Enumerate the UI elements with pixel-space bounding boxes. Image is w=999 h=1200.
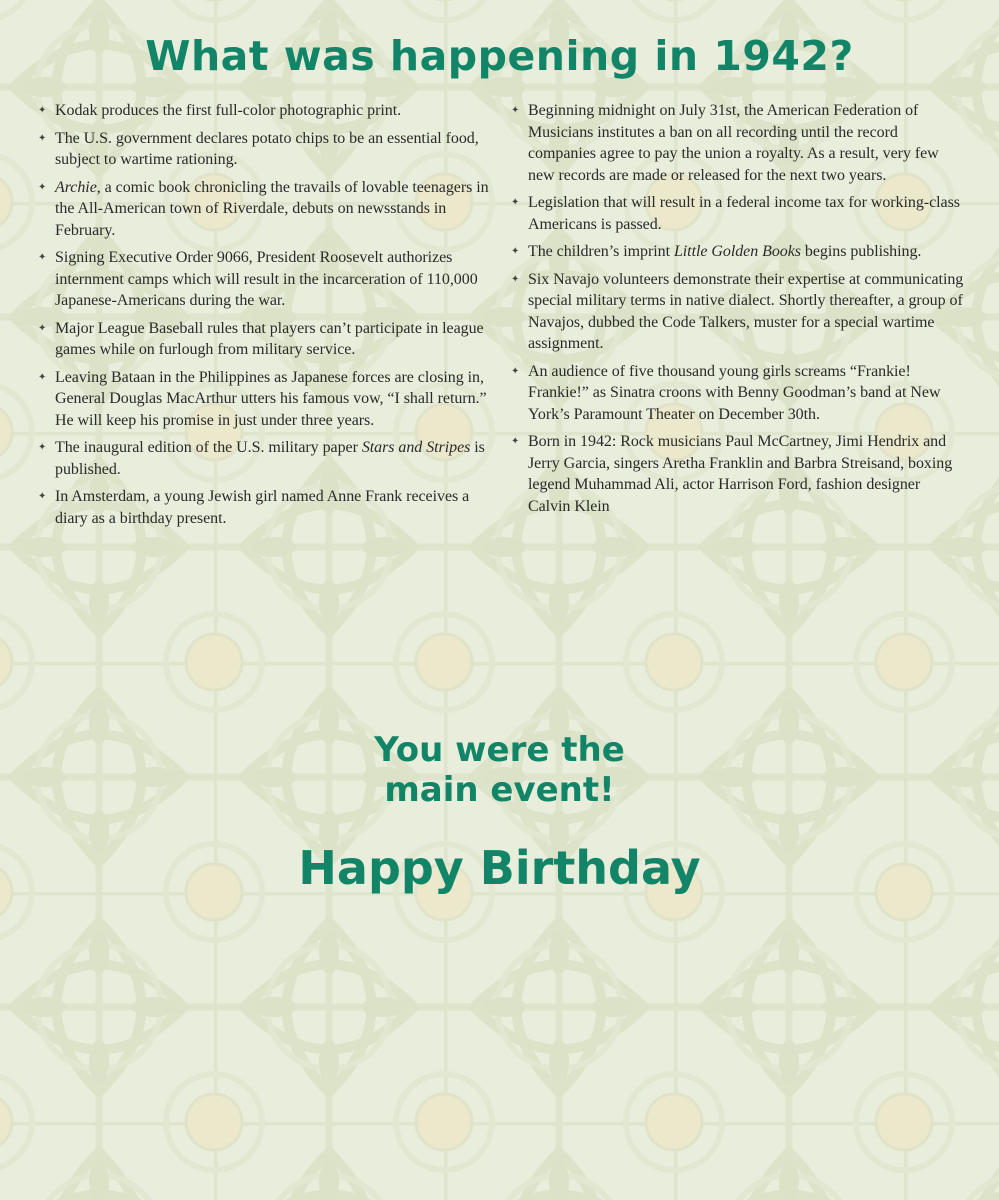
bullet-icon: ✦ <box>38 371 47 383</box>
bullet-icon: ✦ <box>38 132 47 144</box>
bullet-icon: ✦ <box>38 105 47 116</box>
fact-item <box>38 318 490 361</box>
fact-item <box>38 437 490 480</box>
fact-text: The inaugural edition of the U.S. military paper <box>55 439 362 456</box>
bullet-icon: ✦ <box>511 273 520 285</box>
fact-text: Signing Executive Order 9066, President Roosevelt authorizes internment camps which will result in the incarceration of 110,000 Japanese-Americans during the war. <box>55 249 478 309</box>
bullet-icon: ✦ <box>511 105 520 116</box>
fact-text: begins publishing. <box>800 243 922 260</box>
fact-text: Legislation that will result in a federal income tax for working-class Americans is passed. <box>528 194 960 233</box>
fact-text: Beginning midnight on July 31st, the American Federation of Musicians institutes a ban on all recording until the record companies agree to pay the union a royalty. As a result, very few new records are made or released for the next two years. <box>528 102 939 184</box>
tagline <box>0 730 999 810</box>
fact-text: Kodak produces the first full-color photographic print. <box>55 102 402 119</box>
fact-text: is published. <box>55 439 485 478</box>
fact-item <box>511 269 966 355</box>
fact-text: The U.S. government declares potato chips to be an essential food, subject to wartime rationing. <box>55 129 479 168</box>
facts-right-column <box>511 100 966 523</box>
bullet-icon: ✦ <box>511 436 520 447</box>
bullet-icon: ✦ <box>511 197 520 208</box>
fact-text: , a comic book chronicling the travails of lovable teenagers in the All-American town of Riverdale, debuts on newsstands in February. <box>55 178 489 239</box>
fact-item <box>38 247 490 312</box>
fact-text: Born in 1942: Rock musicians Paul McCartney, Jimi Hendrix and Jerry Garcia, singers Aretha Franklin and Barbra Streisand, boxing legend Muhammad Ali, actor Harrison Ford, fashion designer Calvin Klein <box>528 433 953 515</box>
fact-text: Six Navajo volunteers demonstrate their expertise at communicating special military terms in native dialect. Shortly thereafter, a group of Navajos, dubbed the Code Talkers, muster for a special wartime assignment. <box>528 270 964 352</box>
bullet-icon: ✦ <box>511 365 520 377</box>
birthday-greeting: Happy Birthday <box>298 841 701 895</box>
fact-title-italic: Archie <box>55 178 97 196</box>
fact-item <box>38 486 490 529</box>
bullet-icon: ✦ <box>38 181 47 193</box>
bullet-icon: ✦ <box>38 442 47 453</box>
bullet-icon: ✦ <box>38 252 47 263</box>
fact-item <box>38 128 490 171</box>
fact-item <box>511 361 966 426</box>
fact-text: In Amsterdam, a young Jewish girl named Anne Frank receives a diary as a birthday present. <box>55 488 470 527</box>
fact-title-italic: Little Golden Books <box>673 243 801 260</box>
facts-left-column <box>38 100 490 535</box>
fact-item <box>38 100 490 122</box>
fact-title-italic: Stars and Stripes <box>361 439 471 456</box>
fact-item <box>511 100 966 186</box>
fact-item <box>511 241 966 263</box>
bullet-icon: ✦ <box>38 491 47 502</box>
tagline-line-2: main event! <box>384 770 615 810</box>
bullet-icon: ✦ <box>511 246 520 257</box>
page-title: What was happening in 1942? <box>145 32 854 80</box>
fact-item <box>511 431 966 517</box>
bullet-icon: ✦ <box>38 322 47 334</box>
fact-text: An audience of five thousand young girls screams “Frankie! Frankie!” as Sinatra croons with Benny Goodman’s band at New York’s Paramount Theater on December 30th. <box>528 362 941 423</box>
fact-text: Major League Baseball rules that players can’t participate in league games while on furlough from military service. <box>55 319 484 358</box>
fact-text: Leaving Bataan in the Philippines as Japanese forces are closing in, General Douglas MacArthur utters his famous vow, “I shall return.” He will keep his promise in just under three years. <box>55 368 487 429</box>
fact-item <box>38 367 490 432</box>
fact-item <box>511 192 966 235</box>
fact-item <box>38 177 490 242</box>
tagline-line-1: You were the <box>374 730 625 770</box>
fact-text: The children’s imprint <box>528 243 674 260</box>
